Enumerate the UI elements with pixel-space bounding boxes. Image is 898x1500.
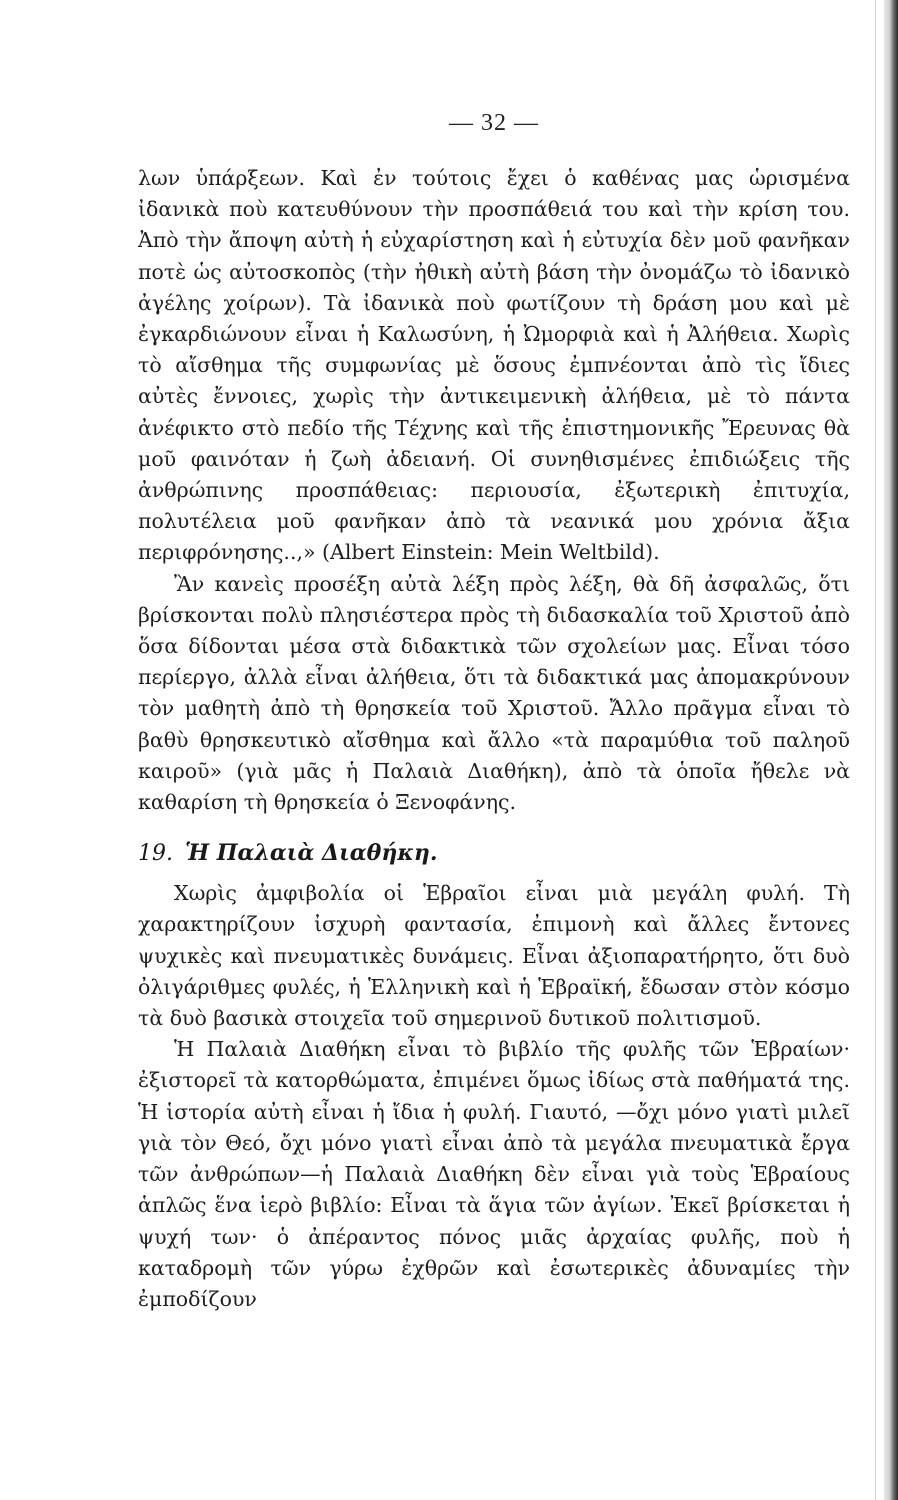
section-heading (138, 840, 850, 866)
paragraph-old-testament: Ἡ Παλαιὰ Διαθήκη εἶναι τὸ βιβλίο τῆς φυλῆς τῶν Ἑβραίων· ἐξιστορεῖ τὰ κατορθώματα, ἐπιμένει ὅμως ἰδίως στὰ παθήματά της. Ἡ ἱστορία αὐτὴ εἶναι ἡ ἴδια ἡ φυλή. Γιαυτό, —ὄχι μόνο γιατὶ μιλεῖ γιὰ τὸν Θεό, ὄχι μόνο γιατὶ εἶναι ἀπὸ τὰ μεγάλα πνευματικὰ ἔργα τῶν ἀνθρώπων—ἡ Παλαιὰ Διαθήκη δὲν εἶναι γιὰ τοὺς Ἑβραίους ἁπλῶς ἕνα ἱερὸ βιβλίο: Εἶναι τὰ ἅγια τῶν ἁγίων. Ἐκεῖ βρίσκεται ἡ ψυχή των· ὁ ἀπέραντος πόνος μιᾶς ἀρχαίας φυλῆς, ποὺ ἡ καταδρομὴ τῶν γύρω ἐχθρῶν καὶ ἐσωτερικὲς ἀδυναμίες τὴν ἐμποδίζουν (138, 1037, 850, 1311)
book-page (138, 110, 850, 1350)
page-number: — 32 — (449, 110, 539, 136)
section-number: 19. (138, 841, 173, 867)
paragraph-commentary: Ἂν κανεὶς προσέξη αὐτὰ λέξη πρὸς λέξη, θὰ δῆ ἀσφαλῶς, ὅτι βρίσκονται πολὺ πλησιέστερα πρὸς τὴ διδασκαλία τοῦ Χριστοῦ ἀπὸ ὅσα δίδονται μέσα στὰ διδακτικὰ τῶν σχολείων μας. Εἶναι τόσο περίεργο, ἀλλὰ εἶναι ἀλήθεια, ὅτι τὰ διδακτικά μας ἀπομακρύνουν τὸν μαθητὴ ἀπὸ τὴ θρησκεία τοῦ Χριστοῦ. Ἄλλο πρᾶγμα εἶναι τὸ βαθὺ θρησκευτικὸ αἴσθημα καὶ ἄλλο «τὰ παραμύθια τοῦ παληοῦ καιροῦ» (γιὰ μᾶς ἡ Παλαιὰ Διαθήκη), ἀπὸ τὰ ὁποῖα ἤθελε νὰ καθαρίση τὴ θρησκεία ὁ Ξενοφάνης. (138, 571, 850, 815)
paragraph-hebrews: Χωρὶς ἀμφιβολία οἱ Ἑβραῖοι εἶναι μιὰ μεγάλη φυλή. Τὴ χαρακτηρίζουν ἰσχυρὴ φαντασία, ἐπιμονὴ καὶ ἄλλες ἔντονες ψυχικὲς καὶ πνευματικὲς δυνάμεις. Εἶναι ἀξιοπαρατήρητο, ὅτι δυὸ ὀλιγάριθμες φυλές, ἡ Ἑλληνικὴ καὶ ἡ Ἑβραϊκή, ἔδωσαν στὸν κόσμο τὰ δυὸ βασικὰ στοιχεῖα τοῦ σημερινοῦ δυτικοῦ πολιτισμοῦ. (138, 881, 850, 1031)
page-edge-line (875, 0, 876, 1500)
book-binding-edge (884, 0, 898, 1500)
paragraph-einstein-quote: λων ὑπάρξεων. Καὶ ἐν τούτοις ἔχει ὁ καθένας μας ὡρισμένα ἰδανικὰ ποὺ κατευθύνουν τὴν προσπάθειά του καὶ τὴν κρίση του. Ἀπὸ τὴν ἄποψη αὐτὴ ἡ εὐχαρίστηση καὶ ἡ εὐτυχία δὲν μοῦ φανῆκαν ποτὲ ὡς αὐτοσκοπὸς (τὴν ἠθικὴ αὐτὴ βάση τὴν ὀνομάζω τὸ ἰδανικὸ ἀγέλης χοίρων). Τὰ ἰδανικὰ ποὺ φωτίζουν τὴ δράση μου καὶ μὲ ἐγκαρδιώνουν εἶναι ἡ Καλωσύνη, ἡ Ὠμορφιὰ καὶ ἡ Ἀλήθεια. Χωρὶς τὸ αἴσθημα τῆς συμφωνίας μὲ ὅσους ἐμπνέονται ἀπὸ τὶς ἴδιες αὐτὲς ἔννοιες, χωρὶς τὴν ἀντικειμενικὴ ἀλήθεια, μὲ τὸ πάντα ἀνέφικτο στὸ πεδίο τῆς Τέχνης καὶ τῆς ἐπιστημονικῆς Ἔρευνας θὰ μοῦ φαινόταν ἡ ζωὴ ἀδειανή. Οἱ συνηθισμένες ἐπιδιώξεις τῆς ἀνθρώπινης προσπάθειας: περιουσία, ἐξωτερικὴ ἐπιτυχία, πολυτέλεια μοῦ φανῆκαν ἀπὸ τὰ νεανικά μου χρόνια ἄξια περιφρόνησης..,» (Albert Einstein: Mein Weltbild). (138, 166, 850, 565)
section-title: Ἡ Παλαιὰ Διαθήκη. (185, 840, 438, 867)
